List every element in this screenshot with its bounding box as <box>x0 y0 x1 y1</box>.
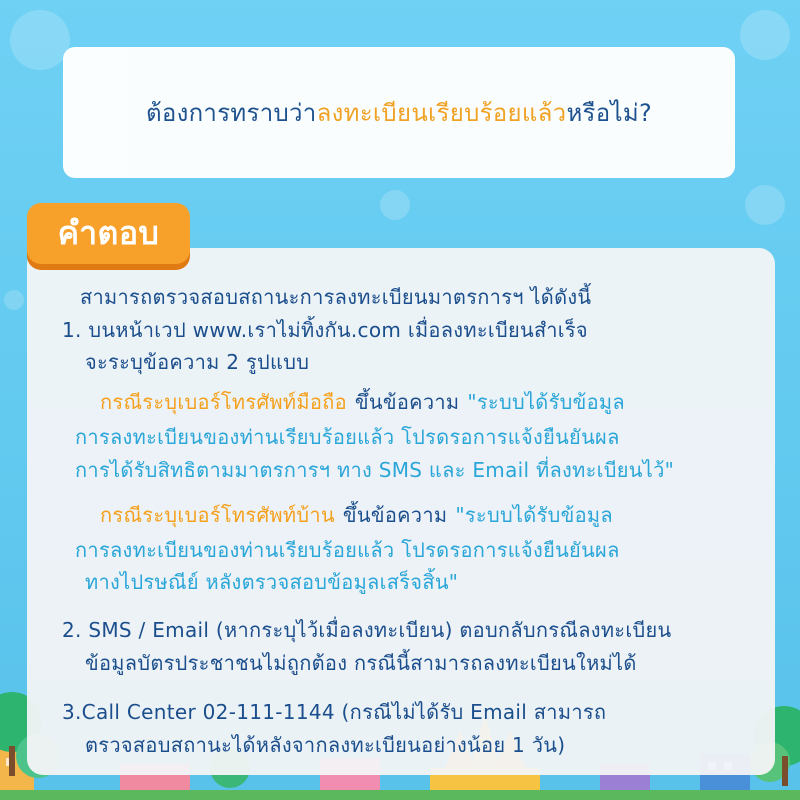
background-bubble <box>380 190 410 220</box>
home-case-line <box>100 500 763 530</box>
answer-label-tab <box>27 203 190 264</box>
question-card <box>63 47 735 178</box>
question-part-1: ต้องการทราบว่า <box>145 99 317 127</box>
item-3-line-1: 3.Call Center 02-111-1144 (กรณีไม่ได้รับ Email สามารถ <box>62 700 607 724</box>
answer-card <box>27 248 775 775</box>
home-case-message-line-1: "ระบบได้รับข้อมูล <box>455 503 613 527</box>
home-case-message-line-3: ทางไปรษณีย์ หลังตรวจสอบข้อมูลเสร็จสิ้น" <box>85 570 459 594</box>
background-bubble <box>4 290 24 310</box>
question-highlight: ลงทะเบียนเรียบร้อยแล้ว <box>316 99 567 127</box>
item-3-line-2: ตรวจสอบสถานะได้หลังจากลงทะเบียนอย่างน้อย 1 วัน) <box>85 733 566 757</box>
background-bubble <box>740 10 790 60</box>
mobile-case-message-line-2: การลงทะเบียนของท่านเรียบร้อยแล้ว โปรดรอการแจ้งยืนยันผล <box>75 425 620 449</box>
item-1-line-2: จะระบุข้อความ 2 รูปแบบ <box>85 350 310 374</box>
mobile-case-message-line-1: "ระบบได้รับข้อมูล <box>467 390 625 414</box>
mobile-case-message-line-3: การได้รับสิทธิตามมาตรการฯ ทาง SMS และ Email ที่ลงทะเบียนไว้" <box>75 458 675 482</box>
question-part-2: หรือไม่? <box>566 99 652 127</box>
mobile-case-line <box>100 387 763 417</box>
mobile-case-label: กรณีระบุเบอร์โทรศัพท์มือถือ <box>100 390 347 414</box>
mobile-case-connector: ขึ้นข้อความ <box>354 390 460 414</box>
home-case-label: กรณีระบุเบอร์โทรศัพท์บ้าน <box>100 503 335 527</box>
item-2-line-2: ข้อมูลบัตรประชาชนไม่ถูกต้อง กรณีนี้สามารถลงทะเบียนใหม่ได้ <box>85 651 637 675</box>
answer-label: คำตอบ <box>57 214 160 252</box>
answer-intro: สามารถตรวจสอบสถานะการลงทะเบียนมาตรการฯ ได้ดังนี้ <box>80 285 592 309</box>
background-bubble <box>745 185 785 225</box>
home-case-message-line-2: การลงทะเบียนของท่านเรียบร้อยแล้ว โปรดรอการแจ้งยืนยันผล <box>75 538 620 562</box>
item-1-line-1: 1. บนหน้าเวป www.เราไม่ทิ้งกัน.com เมื่อลงทะเบียนสำเร็จ <box>62 318 588 342</box>
background-bubble <box>10 10 70 70</box>
item-2-line-1: 2. SMS / Email (หากระบุไว้เมื่อลงทะเบียน) ตอบกลับกรณีลงทะเบียน <box>62 618 672 642</box>
question-text <box>146 93 652 132</box>
home-case-connector: ขึ้นข้อความ <box>342 503 448 527</box>
